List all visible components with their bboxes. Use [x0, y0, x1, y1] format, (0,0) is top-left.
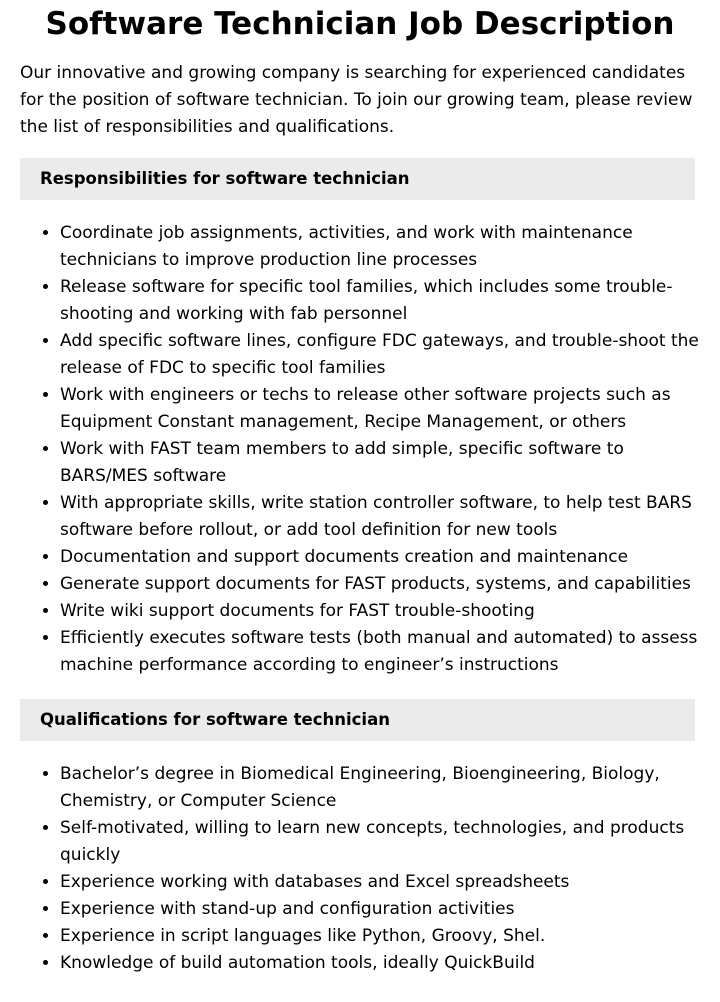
list-item: • Self-motivated, willing to learn new concepts, technologies, and products quickly [60, 815, 700, 869]
list-item: • Experience in script languages like Python, Groovy, Shel. [60, 923, 700, 950]
responsibilities-list [20, 220, 700, 679]
list-item: • Write wiki support documents for FAST trouble-shooting [60, 598, 700, 625]
list-item: • Experience with stand-up and configuration activities [60, 896, 700, 923]
list-item: • Coordinate job assignments, activities, and work with maintenance technicians to improve production line processes [60, 220, 700, 274]
list-item: • Experience working with databases and Excel spreadsheets [60, 869, 700, 896]
list-item: • Work with FAST team members to add simple, specific software to BARS/MES software [60, 436, 700, 490]
list-item: • Documentation and support documents creation and maintenance [60, 544, 700, 571]
list-item: • Add specific software lines, configure FDC gateways, and trouble-shoot the release of FDC to specific tool families [60, 328, 700, 382]
list-item: • Knowledge of build automation tools, ideally QuickBuild [60, 950, 700, 977]
list-item: • Generate support documents for FAST products, systems, and capabilities [60, 571, 700, 598]
intro-text: Our innovative and growing company is searching for experienced candidates for the position of software technician. To join our growing team, please review the list of responsibilities and qualifications. [20, 63, 693, 137]
qualifications-heading: Qualifications for software technician [20, 699, 695, 741]
list-item: • Efficiently executes software tests (both manual and automated) to assess machine performance according to engineer’s instructions [60, 625, 700, 679]
page-title: Software Technician Job Description [45, 6, 675, 42]
list-item: • Release software for specific tool families, which includes some trouble-shooting and working with fab personnel [60, 274, 700, 328]
list-item: • With appropriate skills, write station controller software, to help test BARS software before rollout, or add tool definition for new tools [60, 490, 700, 544]
responsibilities-heading: Responsibilities for software technician [20, 158, 695, 200]
list-item: • Work with engineers or techs to release other software projects such as Equipment Constant management, Recipe Management, or others [60, 382, 700, 436]
qualifications-list [20, 761, 700, 977]
list-item: • Bachelor’s degree in Biomedical Engineering, Bioengineering, Biology, Chemistry, or Computer Science [60, 761, 700, 815]
